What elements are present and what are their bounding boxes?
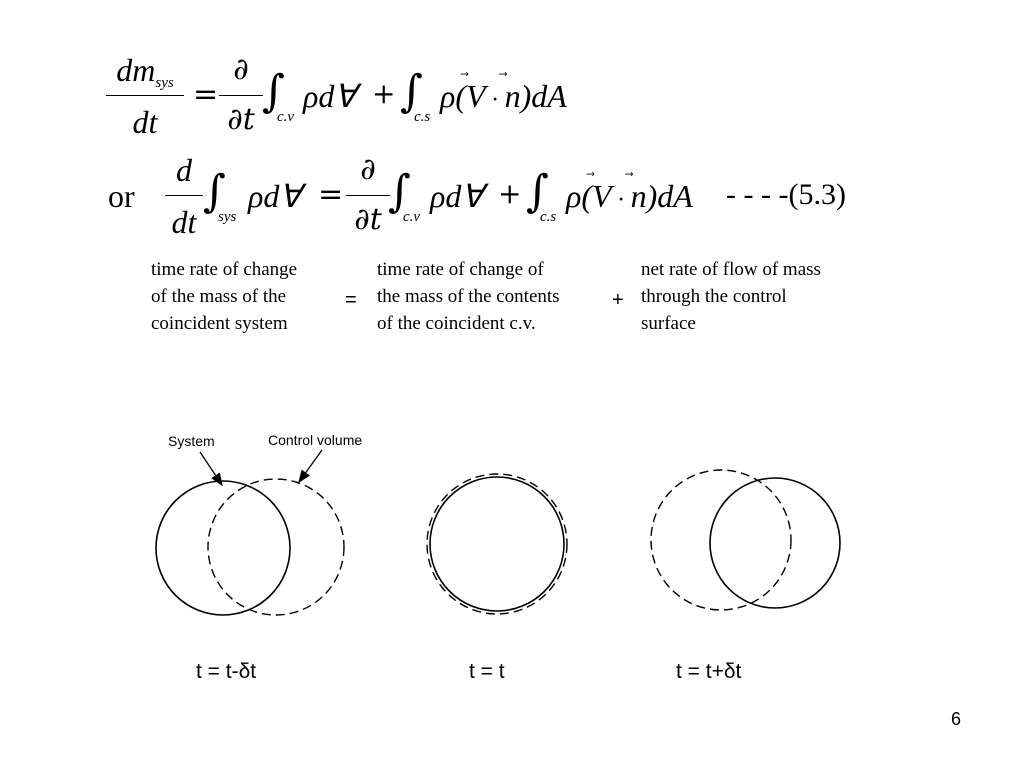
eq2-lhs-numerator: d — [176, 152, 192, 188]
eq1-normal-vector: n — [504, 78, 521, 114]
eq2-integral-sys-sign: ∫ — [203, 166, 226, 217]
eq1-lhs-denominator: dt — [132, 104, 158, 140]
control-volume-boundary-coincident — [427, 474, 567, 614]
eq1-integral-cv-subscript: c.v — [277, 109, 295, 125]
system-boundary-before — [156, 481, 290, 615]
term1-description: time rate of change of the mass of the coincident system — [151, 259, 298, 334]
eq2-integral-cv-body: ρd∀ — [430, 178, 484, 214]
eq1-partial-numerator: ∂ — [233, 52, 249, 87]
eq2-integral-cs-sign: ∫ — [526, 166, 549, 217]
term3-description: net rate of flow of mass through the control surface — [641, 259, 821, 334]
system-label: System — [168, 433, 215, 449]
term-equals: = — [345, 289, 357, 311]
eq1-plus: + — [372, 77, 396, 110]
eq2-partial-denominator: ∂t — [354, 202, 382, 237]
eq1-lhs-numerator-subscript: sys — [155, 75, 174, 91]
eq2-integral-cv-subscript: c.v — [403, 209, 421, 225]
control-volume-label: Control volume — [268, 432, 363, 448]
system-boundary-after — [710, 478, 840, 608]
stage-label-coincident: t = t — [469, 660, 505, 683]
stage-after — [651, 470, 840, 610]
eq1-integral-cs-body: ρ( V · n)dA — [440, 78, 567, 114]
eq2-plus: + — [498, 177, 522, 210]
stage-label-after: t = t+δt — [676, 660, 742, 683]
system-boundary-coincident — [430, 477, 564, 611]
eq2-equals: = — [318, 177, 344, 212]
eq2-integral-sys-subscript: sys — [218, 209, 237, 225]
eq2-integral-sys-body: ρd∀ — [248, 178, 302, 214]
eq2-velocity-vector: V — [592, 178, 612, 214]
control-volume-boundary-before — [208, 479, 344, 615]
control-volume-pointer-arrow — [299, 450, 322, 482]
eq1-partial-denominator: ∂t — [227, 102, 255, 137]
eq2-integral-cs-subscript: c.s — [540, 209, 557, 225]
eq2-equation-number: - - - -(5.3) — [726, 178, 846, 211]
page-number: 6 — [951, 709, 962, 729]
eq1-lhs-numerator: dm — [116, 52, 156, 88]
eq1-integral-cs-subscript: c.s — [414, 109, 431, 125]
eq1-integral-cv-body: ρd∀ — [303, 78, 357, 114]
eq1-integral-cs-sign: ∫ — [400, 66, 423, 117]
eq1-velocity-vector: V — [466, 78, 486, 114]
eq2-partial-numerator: ∂ — [360, 152, 376, 187]
eq1-integral-cv-sign: ∫ — [262, 66, 285, 117]
term-plus: + — [612, 289, 624, 311]
stage-before — [156, 479, 344, 615]
eq2-integral-cv-sign: ∫ — [388, 166, 411, 217]
stage-label-before: t = t-δt — [196, 660, 257, 683]
control-volume-boundary-after — [651, 470, 791, 610]
eq2-lead-word: or — [108, 178, 135, 214]
eq2-integral-cs-body: ρ( V · n)dA — [566, 178, 693, 214]
stage-coincident — [427, 474, 567, 614]
eq2-normal-vector: n — [630, 178, 647, 214]
eq2-lhs-denominator: dt — [171, 204, 197, 240]
term2-description: time rate of change of the mass of the contents of the coincident c.v. — [377, 259, 560, 334]
system-pointer-arrow — [200, 452, 222, 485]
eq1-equals: = — [193, 77, 219, 112]
